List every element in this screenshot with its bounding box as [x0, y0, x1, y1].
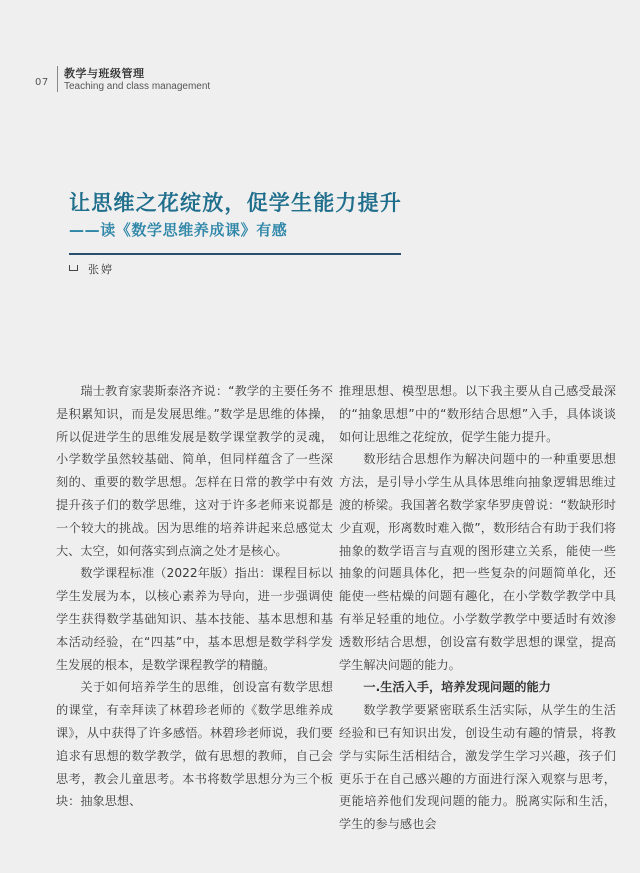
author-marker-icon: [69, 265, 78, 271]
section-heading: 一.生活入手，培养发现问题的能力: [363, 680, 551, 695]
paragraph: 数学课程标准（2022年版）指出：课程目标以学生发展为本，以核心素养为导向，进一步强调使学生获得数学基础知识、基本技能、基本思想和基本活动经验，在“四基”中，基本思想是数学科学发生发展的根本，是数学课程教学的精髓。: [56, 566, 333, 672]
section-title-cn: 教学与班级管理: [64, 67, 145, 80]
page-number: 07: [35, 77, 49, 88]
running-header: [0, 52, 640, 92]
paragraph-continuation: 推理思想、模型思想。以下我主要从自己感受最深的“抽象思想”中的“数形结合思想”入手，具体谈谈如何让思维之花绽放，促学生能力提升。: [339, 384, 616, 444]
paragraph: 关于如何培养学生的思维，创设富有数学思想的课堂，有幸拜读了林碧珍老师的《数学思维养成课》，从中获得了许多感悟。林碧珍老师说，我们要追求有思想的数学教学，做有思想的教师，自己会思考，教会儿童思考。本书将数学思想分为三个板块：抽象思想、: [56, 680, 333, 809]
paragraph: 数学教学要紧密联系生活实际，从学生的生活经验和已有知识出发，创设生动有趣的情景，将教学与实际生活相结合，激发学生学习兴趣，孩子们更乐于在自己感兴趣的方面进行深入观察与思考，更能培养他们发现问题的能力。脱离实际和生活，学生的参与感也会: [339, 703, 616, 832]
article-title: 让思维之花绽放，促学生能力提升: [69, 191, 402, 215]
paragraph: 瑞士教育家裴斯泰洛齐说：“教学的主要任务不是积累知识，而是发展思维。”数学是思维的体操，所以促进学生的思维发展是数学课堂教学的灵魂，小学数学虽然较基础、简单，但同样蕴含了一些深刻的、重要的数学思想。怎样在日常的教学中有效提升孩子们的数学思维，这对于许多老师来说都是一个较大的挑战。因为思维的培养讲起来总感觉太大、太空，如何落实到点滴之处才是核心。: [56, 384, 333, 558]
paragraph: 数形结合思想作为解决问题中的一种重要思想方法，是引导小学生从具体思维向抽象逻辑思维过渡的桥梁。我国著名数学家华罗庚曾说：“数缺形时少直观，形离数时难入微”，数形结合有助于我们将抽象的数学语言与直观的图形建立关系，能使一些抽象的问题具体化，把一些复杂的问题简单化，还能使一些枯燥的问题有趣化，在小学数学教学中具有举足轻重的地位。小学数学教学中要适时有效渗透数形结合思想，创设富有数学思想的课堂，提高学生解决问题的能力。: [339, 452, 616, 672]
author-name: 张婷: [88, 263, 114, 276]
article-subtitle: ——读《数学思维养成课》有感: [69, 221, 288, 239]
header-divider: [57, 66, 58, 92]
title-underline: [69, 253, 401, 255]
left-column: [56, 380, 333, 813]
section-title-en: Teaching and class management: [64, 81, 211, 92]
right-column: [339, 380, 616, 836]
